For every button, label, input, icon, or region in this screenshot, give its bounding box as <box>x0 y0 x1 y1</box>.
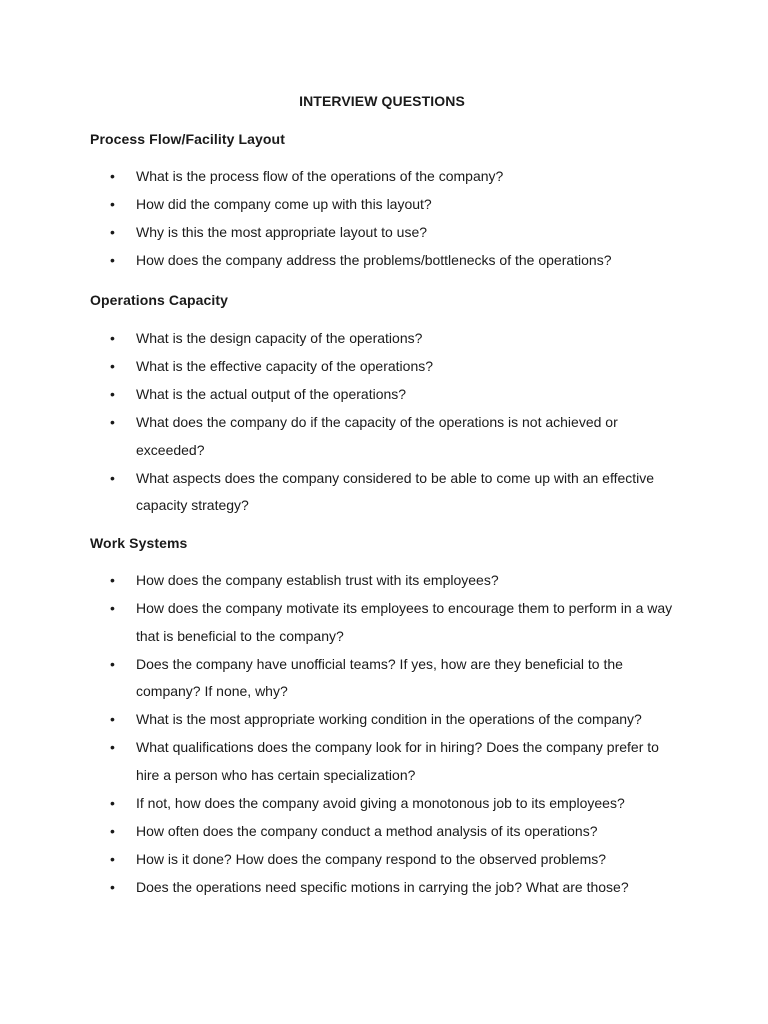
question-text: What is the effective capacity of the operations? <box>136 358 434 374</box>
list-item <box>0 651 676 706</box>
question-text: What does the company do if the capacity of the operations is not achieved or exceeded? <box>136 414 618 458</box>
bullet-icon: • <box>110 252 115 268</box>
question-text: How often does the company conduct a method analysis of its operations? <box>136 822 598 839</box>
question-text: If not, how does the company avoid giving a monotonous job to its employees? <box>136 794 625 811</box>
bullet-icon: • <box>110 196 115 212</box>
section-heading-process-flow: Process Flow/Facility Layout <box>90 131 285 147</box>
question-list-operations-capacity <box>0 325 676 520</box>
question-text: How does the company establish trust with its employees? <box>136 572 499 588</box>
section-heading-work-systems: Work Systems <box>90 535 188 551</box>
list-item <box>0 567 676 595</box>
list-item <box>0 325 676 353</box>
list-item <box>0 353 676 381</box>
bullet-icon: • <box>110 168 115 184</box>
list-item <box>0 595 676 650</box>
list-item <box>0 247 676 275</box>
bullet-icon: • <box>110 469 115 486</box>
bullet-icon: • <box>110 224 115 240</box>
question-text: What qualifications does the company look for in hiring? Does the company prefer to hire a person who has certain specialization? <box>136 739 659 783</box>
list-item <box>0 874 676 902</box>
list-item <box>0 381 676 409</box>
bullet-icon: • <box>110 330 115 346</box>
question-text: What aspects does the company considered to be able to come up with an effective capacity strategy? <box>136 469 655 513</box>
list-item <box>0 846 676 874</box>
question-text: What is the process flow of the operations of the company? <box>136 168 504 184</box>
bullet-icon: • <box>110 358 115 374</box>
list-item <box>0 409 676 464</box>
bullet-icon: • <box>110 794 115 811</box>
bullet-icon: • <box>110 386 115 402</box>
question-text: Why is this the most appropriate layout to use? <box>136 224 428 240</box>
bullet-icon: • <box>110 822 115 839</box>
question-text: Does the company have unofficial teams? If yes, how are they beneficial to the company? If none, why? <box>136 655 623 699</box>
bullet-icon: • <box>110 850 115 867</box>
question-text: What is the actual output of the operations? <box>136 386 407 402</box>
question-text: How does the company address the problems/bottlenecks of the operations? <box>136 252 612 268</box>
list-item <box>0 734 676 789</box>
question-text: Does the operations need specific motions in carrying the job? What are those? <box>136 878 629 895</box>
bullet-icon: • <box>110 878 115 895</box>
list-item <box>0 706 676 734</box>
bullet-icon: • <box>110 600 115 616</box>
document-title: INTERVIEW QUESTIONS <box>299 93 465 109</box>
question-text: How does the company motivate its employees to encourage them to perform in a way that is beneficial to the company? <box>136 600 673 644</box>
list-item <box>0 191 676 219</box>
bullet-icon: • <box>110 572 115 588</box>
list-item <box>0 163 676 191</box>
question-text: What is the design capacity of the operations? <box>136 330 423 346</box>
bullet-icon: • <box>110 739 115 755</box>
list-item <box>0 465 676 520</box>
question-list-work-systems <box>0 567 676 902</box>
question-text: What is the most appropriate working condition in the operations of the company? <box>136 711 642 727</box>
bullet-icon: • <box>110 414 115 430</box>
list-item <box>0 790 676 818</box>
question-list-process-flow <box>0 163 676 275</box>
question-text: How is it done? How does the company respond to the observed problems? <box>136 850 607 867</box>
question-text: How did the company come up with this layout? <box>136 196 432 212</box>
list-item <box>0 818 676 846</box>
list-item <box>0 219 676 247</box>
bullet-icon: • <box>110 655 115 672</box>
bullet-icon: • <box>110 711 115 727</box>
section-heading-operations-capacity: Operations Capacity <box>90 292 229 308</box>
